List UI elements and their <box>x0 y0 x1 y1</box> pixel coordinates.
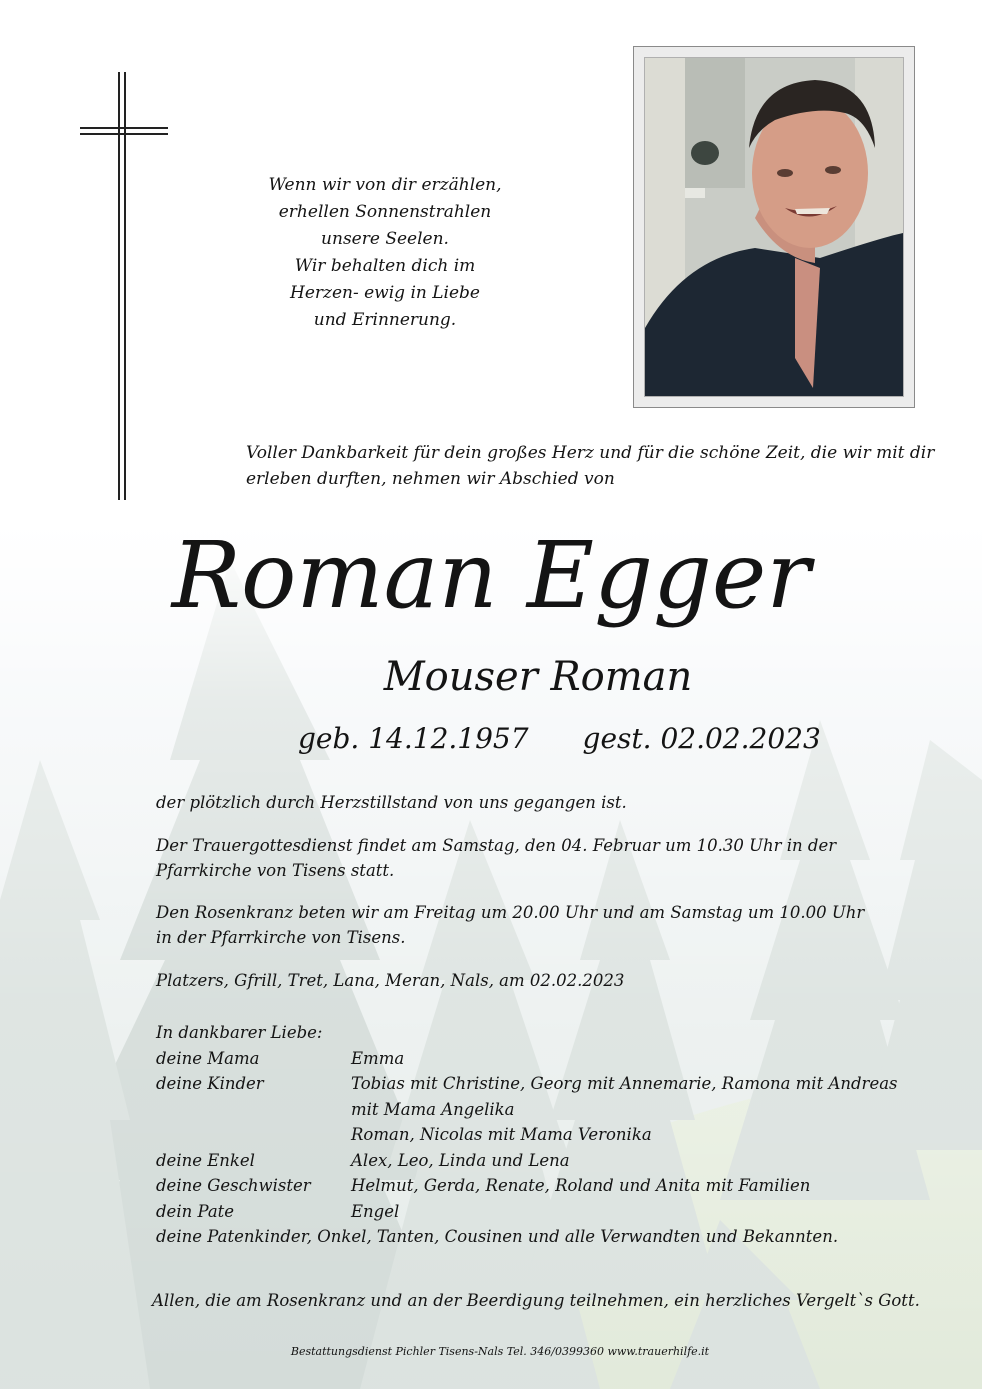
rosary-line: in der Pfarrkirche von Tisens. <box>156 928 406 947</box>
intro-line: erleben durften, nehmen wir Abschied von <box>246 469 615 489</box>
cross-icon-line <box>124 72 126 500</box>
cause-line: der plötzlich durch Herzstillstand von uns gegangen ist. <box>156 793 627 812</box>
poem-line: Herzen- ewig in Liebe <box>290 283 480 303</box>
family-row <box>156 1097 916 1123</box>
portrait-frame <box>633 46 915 408</box>
funeral-service-footer: Bestattungsdienst Pichler Tisens-Nals Tel. 346/0399360 www.trauerhilfe.it <box>290 1345 710 1358</box>
life-dates <box>298 717 858 761</box>
family-heading: In dankbarer Liebe: <box>156 1023 323 1042</box>
service-text <box>156 833 896 883</box>
family-relation <box>156 1122 351 1148</box>
poem-line: Wir behalten dich im <box>294 256 476 276</box>
family-names: Alex, Leo, Linda und Lena <box>351 1150 570 1170</box>
family-relation: deine Enkel <box>156 1150 255 1170</box>
intro-text <box>246 440 935 492</box>
family-names: Tobias mit Christine, Georg mit Annemarie, Ramona mit Andreas <box>351 1074 898 1093</box>
rosary-line: Den Rosenkranz beten wir am Freitag um 20.00 Uhr und am Samstag um 10.00 Uhr <box>156 903 865 922</box>
family-relation <box>156 1097 351 1123</box>
death-date: gest. 02.02.2023 <box>582 722 821 755</box>
closing-thanks: Allen, die am Rosenkranz und an der Beerdigung teilnehmen, ein herzliches Vergelt`s Gott. <box>152 1291 920 1310</box>
poem-line: unsere Seelen. <box>321 229 449 249</box>
intro-line: Voller Dankbarkeit für dein großes Herz und für die schöne Zeit, die wir mit dir <box>246 443 935 463</box>
deceased-alias: Mouser Roman <box>383 654 693 700</box>
family-row <box>156 1148 916 1174</box>
family-names: mit Mama Angelika <box>351 1099 515 1119</box>
rosary-text <box>156 900 896 950</box>
family-names: Helmut, Gerda, Renate, Roland und Anita mit Familien <box>351 1176 811 1195</box>
family-row <box>156 1122 916 1148</box>
family-names: Roman, Nicolas mit Mama Veronika <box>351 1125 652 1144</box>
memorial-poem <box>260 172 510 334</box>
portrait-photo <box>644 57 904 397</box>
family-row <box>156 1046 916 1072</box>
cross-icon-beam <box>80 133 168 135</box>
poem-line: Wenn wir von dir erzählen, <box>268 175 502 195</box>
family-names: Engel <box>351 1201 400 1221</box>
cross-icon-beam <box>80 127 168 129</box>
place-date-text <box>156 968 896 993</box>
place-date-line: Platzers, Gfrill, Tret, Lana, Meran, Nals, am 02.02.2023 <box>156 971 625 990</box>
family-list <box>156 1020 916 1250</box>
family-relation: deine Geschwister <box>156 1176 311 1195</box>
service-line: Pfarrkirche von Tisens statt. <box>156 861 395 880</box>
deceased-name: Roman Egger <box>171 522 811 629</box>
family-relation: deine Mama <box>156 1048 260 1068</box>
family-relation: dein Pate <box>156 1201 235 1221</box>
family-row <box>156 1173 916 1199</box>
service-line: Der Trauergottesdienst findet am Samstag, den 04. Februar um 10.30 Uhr in der <box>156 836 837 855</box>
poem-line: erhellen Sonnenstrahlen <box>278 202 492 222</box>
cause-text <box>156 790 896 815</box>
birth-date: geb. 14.12.1957 <box>298 722 529 755</box>
family-relation: deine Kinder <box>156 1074 264 1093</box>
family-row <box>156 1199 916 1225</box>
family-row <box>156 1071 916 1097</box>
poem-line: und Erinnerung. <box>313 310 457 330</box>
family-extended: deine Patenkinder, Onkel, Tanten, Cousinen und alle Verwandten und Bekannten. <box>156 1227 839 1246</box>
family-names: Emma <box>351 1048 405 1068</box>
cross-icon <box>118 72 120 500</box>
